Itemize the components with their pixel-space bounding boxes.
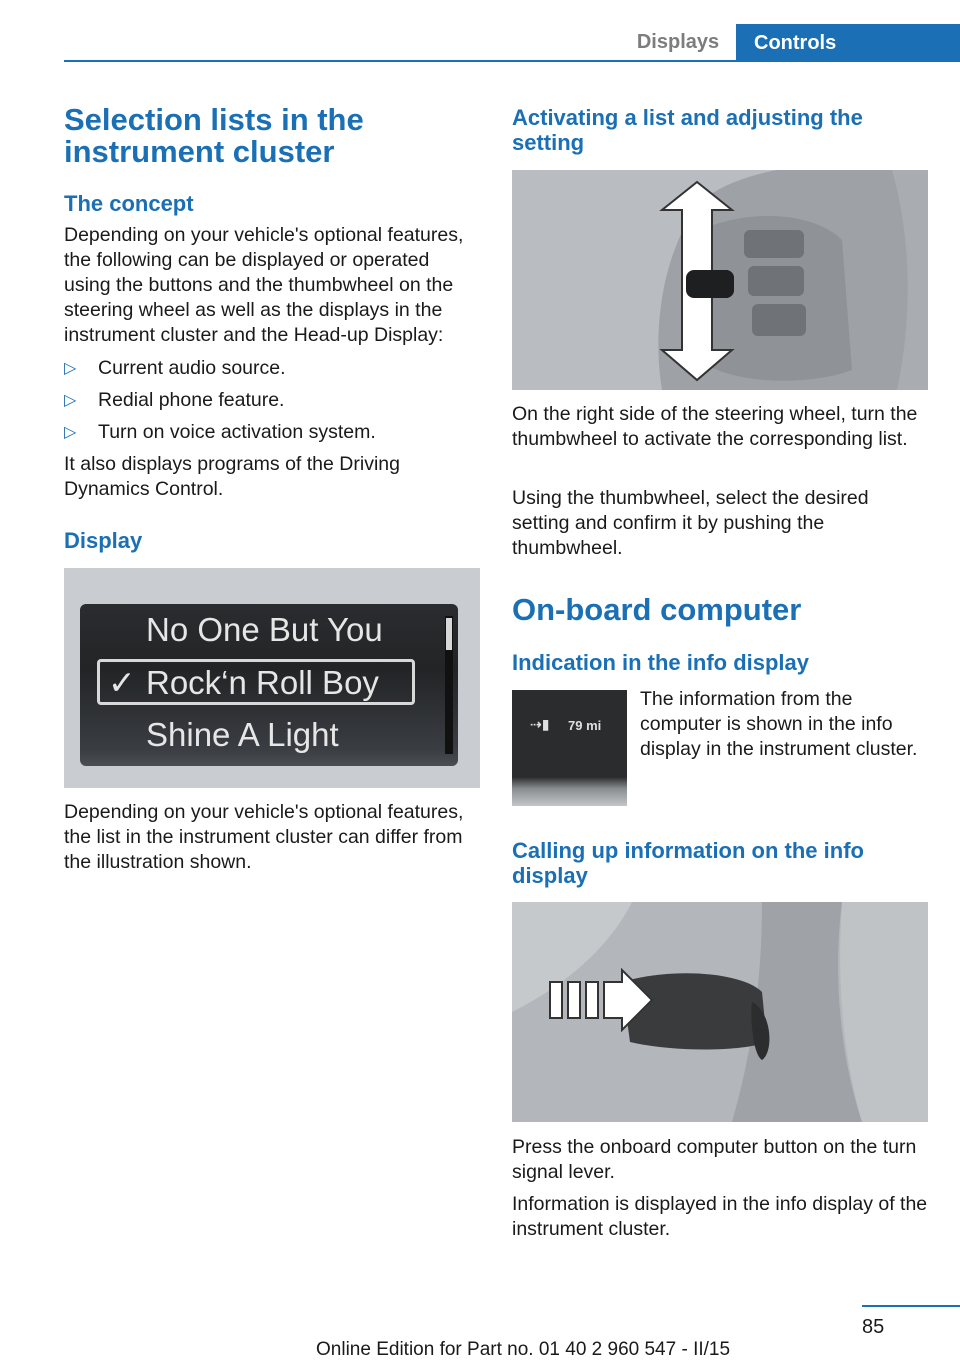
driving-dynamics-text: It also displays programs of the Driving Dynamics Control.	[64, 453, 400, 500]
triangle-bullet-icon: ▷	[64, 360, 77, 377]
heading-the-concept: The concept	[64, 191, 194, 216]
header-rule	[64, 60, 960, 62]
calling-text-1: Press the onboard computer button on the turn signal lever.	[512, 1136, 917, 1183]
display-item-1: No One But You	[146, 611, 383, 648]
heading-indication: Indication in the info display	[512, 650, 810, 675]
heading-calling-up: Calling up information on the info display	[512, 838, 864, 888]
heading-activating-list: Activating a list and adjusting the setting	[512, 105, 863, 155]
activating-text-2: Using the thumbwheel, select the desired setting and confirm it by pushing the thumbwheel.	[512, 487, 869, 559]
display-item-2: Rock‘n Roll Boy	[146, 664, 379, 701]
list-item: ▷ Current audio source.	[64, 357, 286, 379]
info-display-value: 79 mi	[568, 718, 602, 733]
checkmark-icon: ✓	[108, 664, 136, 701]
footer-rule	[862, 1305, 960, 1307]
info-display-illustration	[512, 690, 627, 806]
activating-text-1: On the right side of the steering wheel, turn the thumbwheel to activate the corresponding list.	[512, 403, 918, 450]
footer-edition: Online Edition for Part no. 01 40 2 960 547 - II/15	[316, 1339, 731, 1360]
indication-text: The information from the computer is shown in the info display in the instrument cluster.	[640, 688, 918, 760]
display-item-3: Shine A Light	[146, 716, 339, 753]
range-fuel-icon: ⇢▮	[530, 716, 550, 732]
turn-signal-illustration	[512, 902, 928, 1122]
steering-wheel-drawing	[512, 170, 928, 390]
display-note: Depending on your vehicle's optional features, the list in the instrument cluster can differ from the illustration shown.	[64, 801, 464, 873]
page-number: 85	[862, 1316, 885, 1338]
list-item: ▷ Turn on voice activation system.	[64, 421, 376, 443]
header-tab-controls: Controls	[736, 24, 960, 62]
steering-wheel-illustration	[512, 170, 928, 390]
calling-text-2: Information is displayed in the info display of the instrument cluster.	[512, 1193, 928, 1240]
scrollbar-thumb	[446, 618, 452, 650]
feature-list	[64, 356, 480, 452]
list-item: ▷ Redial phone feature.	[64, 389, 285, 411]
triangle-bullet-icon: ▷	[64, 424, 77, 441]
section-title-selection-lists: Selection lists in the instrument cluster	[64, 102, 364, 169]
section-title-onboard-computer: On-board computer	[512, 592, 802, 627]
triangle-bullet-icon: ▷	[64, 392, 77, 409]
display-illustration	[64, 568, 480, 788]
header-tab-displays: Displays	[636, 30, 720, 53]
heading-display: Display	[64, 528, 143, 553]
turn-signal-drawing	[512, 902, 928, 1122]
concept-text: Depending on your vehicle's optional features, the following can be displayed or operated using the buttons and the thumbwheel on the steering wheel as well as the displays in the instrument cluster and the Head-up Display:	[64, 224, 464, 346]
